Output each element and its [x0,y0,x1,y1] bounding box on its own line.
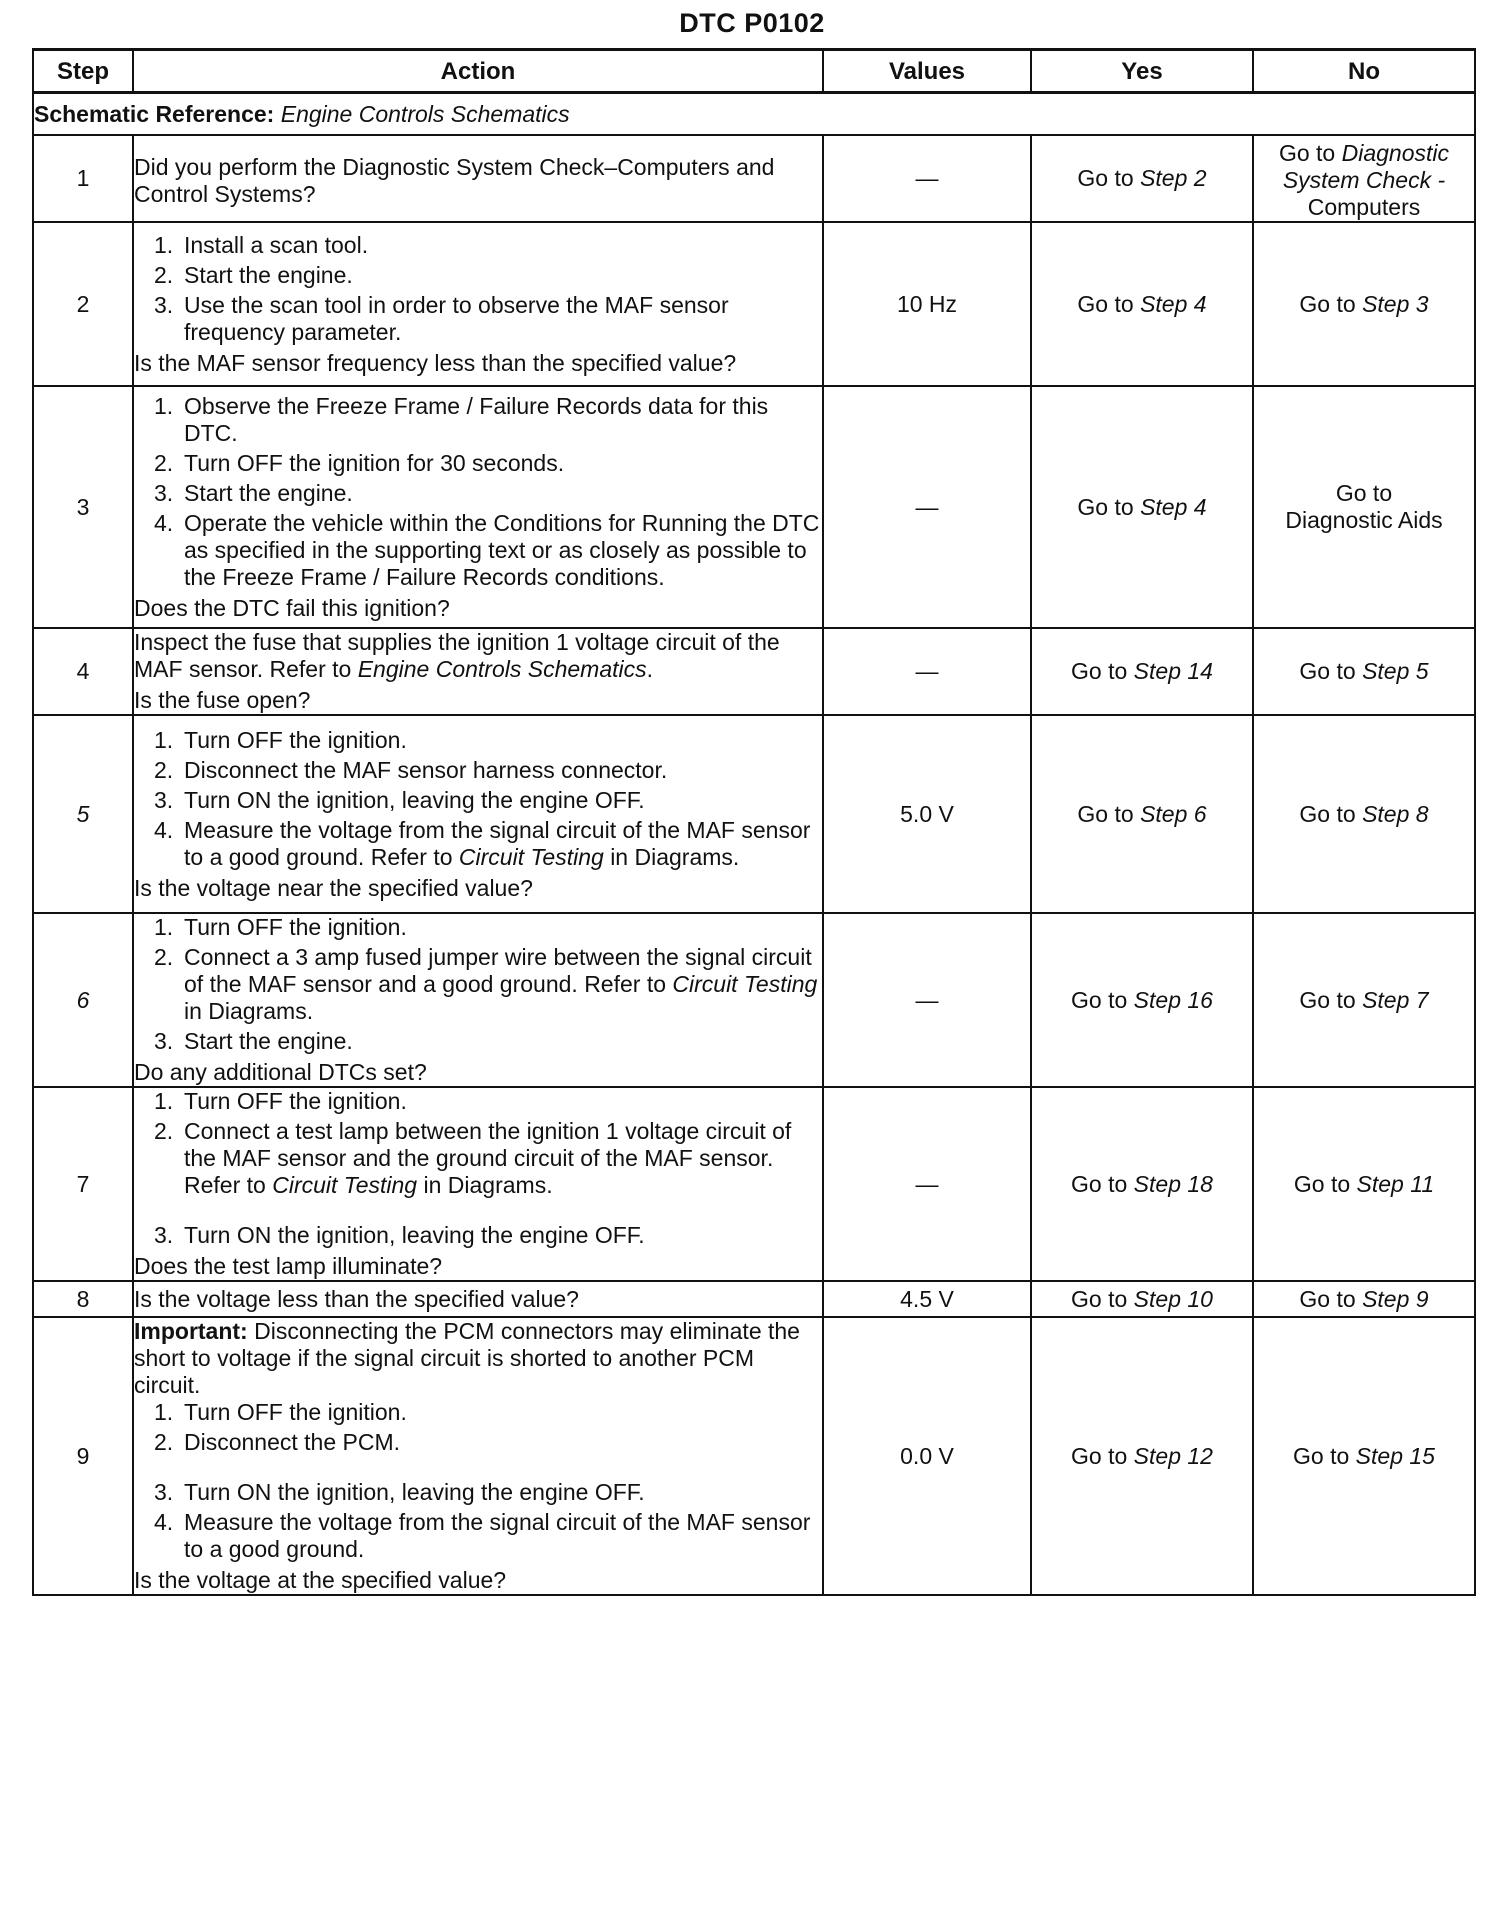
action-question: Does the DTC fail this ignition? [134,594,450,621]
action-text: Inspect the fuse that supplies the ignition 1 voltage circuit of the MAF sensor. Refer to Engine Controls Schematics. [134,629,780,682]
no-cell [1253,1317,1475,1595]
action-question: Is the fuse open? [134,687,311,713]
value-cell: — [823,913,1031,1087]
yes-cell [1031,1087,1253,1281]
no-goto-prefix: Go to [1299,800,1356,827]
action-step: 2. Turn OFF the ignition for 30 seconds. [154,449,565,476]
yes-goto-prefix: Go to [1071,1442,1128,1469]
no-goto-link[interactable]: Step 9 [1362,1285,1429,1312]
no-goto-prefix: Go to [1293,1170,1351,1197]
no-cell [1253,628,1475,715]
action-step: 3. Turn ON the ignition, leaving the engine OFF. [154,1479,645,1505]
action-step: 1. Turn OFF the ignition. [154,1399,407,1425]
header-action: Action [133,50,823,93]
action-step: 1. Turn OFF the ignition. [154,726,407,753]
action-step: 3. Start the engine. [154,479,353,506]
value-cell: 5.0 V [823,715,1031,913]
action-cell [133,386,823,628]
no-cell [1253,386,1475,628]
action-cell [133,913,823,1087]
table-row [33,628,1475,715]
yes-goto-link[interactable]: Step 12 [1133,1442,1213,1469]
yes-goto-prefix: Go to [1071,658,1128,684]
yes-cell [1031,135,1253,222]
yes-cell [1031,1317,1253,1595]
action-steps [134,914,822,1055]
schematic-reference-value: Engine Controls Schematics [280,100,570,127]
no-goto-link[interactable]: Step 8 [1362,800,1429,827]
step-number: 3 [33,386,133,628]
action-step: 2. Start the engine. [154,261,353,288]
action-steps [134,727,822,871]
table-row [33,1281,1475,1317]
no-goto-link[interactable]: Diagnostic Aids [1285,507,1443,533]
no-goto-prefix: Go to [1299,986,1356,1013]
step-number: 7 [33,1087,133,1281]
no-goto-prefix: Go to [1299,290,1356,317]
yes-cell [1031,386,1253,628]
action-cell [133,1317,823,1595]
action-cell [133,628,823,715]
yes-goto-link[interactable]: Step 14 [1133,658,1213,684]
table-row [33,386,1475,628]
action-steps-continued [134,1222,822,1249]
action-cell [133,135,823,222]
yes-goto-prefix: Go to [1077,493,1134,520]
no-goto-prefix: Go to [1299,1285,1356,1312]
no-cell [1253,913,1475,1087]
table-row [33,715,1475,913]
action-step: 2. Disconnect the PCM. [154,1429,401,1455]
yes-goto-link[interactable]: Step 10 [1133,1285,1213,1312]
no-goto-link[interactable]: Step 5 [1362,658,1429,684]
step-number: 5 [33,715,133,913]
action-steps [134,393,822,591]
schematic-reference-row [33,93,1475,136]
step-number: 1 [33,135,133,222]
yes-goto-link[interactable]: Step 6 [1140,800,1207,827]
action-question: Is the voltage near the specified value? [134,874,533,901]
yes-goto-prefix: Go to [1071,1170,1128,1197]
action-step: 2. Connect a 3 amp fused jumper wire between the signal circuit of the MAF sensor and a good ground. Refer to Circuit Testing in Diagrams. [154,944,818,1024]
action-question: Does the test lamp illuminate? [134,1253,443,1279]
yes-cell [1031,222,1253,386]
value-cell: — [823,135,1031,222]
action-step: 1. Observe the Freeze Frame / Failure Records data for this DTC. [154,392,769,446]
header-values: Values [823,50,1031,93]
yes-goto-prefix: Go to [1071,1285,1128,1312]
yes-goto-prefix: Go to [1077,165,1134,191]
header-no: No [1253,50,1475,93]
yes-goto-prefix: Go to [1077,800,1134,827]
no-goto-link[interactable]: Step 15 [1355,1442,1435,1469]
step-number: 4 [33,628,133,715]
header-step: Step [33,50,133,93]
dtc-table [32,48,1476,1596]
action-step: 4. Operate the vehicle within the Conditions for Running the DTC as specified in the supporting text or as closely as possible to the Freeze Frame / Failure Records conditions. [154,509,820,590]
schematic-reference [33,93,1475,136]
value-cell: — [823,386,1031,628]
action-step: 2. Disconnect the MAF sensor harness connector. [154,756,668,783]
yes-goto-link[interactable]: Step 4 [1140,290,1207,317]
action-step: 3. Turn ON the ignition, leaving the engine OFF. [154,1222,645,1248]
action-step: 4. Measure the voltage from the signal circuit of the MAF sensor to a good ground. Refer to Circuit Testing in Diagrams. [154,816,811,870]
yes-cell [1031,913,1253,1087]
header-yes: Yes [1031,50,1253,93]
header-row [33,50,1475,93]
value-cell: — [823,1087,1031,1281]
action-cell [133,1281,823,1317]
action-step: 3. Start the engine. [154,1028,353,1054]
yes-goto-link[interactable]: Step 4 [1140,493,1207,520]
action-step: 3. Turn ON the ignition, leaving the engine OFF. [154,786,645,813]
no-cell [1253,135,1475,222]
action-step: 4. Measure the voltage from the signal circuit of the MAF sensor to a good ground. [154,1509,811,1562]
action-steps-continued [134,1479,822,1563]
important-label: Important: [134,1318,248,1344]
yes-goto-prefix: Go to [1077,290,1134,317]
no-goto-prefix: Go to [1278,140,1336,166]
no-goto-link[interactable]: Step 11 [1356,1170,1435,1197]
table-row [33,913,1475,1087]
step-number: 2 [33,222,133,386]
action-step: 1. Turn OFF the ignition. [154,914,407,940]
step-number: 6 [33,913,133,1087]
yes-goto-link[interactable]: Step 16 [1133,986,1213,1013]
action-step: 1. Install a scan tool. [154,231,369,258]
no-cell [1253,715,1475,913]
action-cell [133,222,823,386]
action-steps [134,232,822,346]
action-step: 1. Turn OFF the ignition. [154,1088,407,1114]
no-cell [1253,222,1475,386]
yes-cell [1031,715,1253,913]
no-goto-link[interactable]: Step 7 [1362,986,1429,1013]
action-steps [134,1399,822,1456]
action-step: 3. Use the scan tool in order to observe the MAF sensor frequency parameter. [154,291,729,345]
action-question: Is the MAF sensor frequency less than the specified value? [134,349,737,376]
no-goto-prefix: Go to [1299,658,1356,684]
important-note: Important: Disconnecting the PCM connectors may eliminate the short to voltage if the signal circuit is shorted to another PCM circuit. [134,1318,800,1398]
no-goto-link[interactable]: Diagnostic System Check - [1282,140,1450,193]
action-steps [134,1088,822,1199]
step-number: 9 [33,1317,133,1595]
table-row [33,1317,1475,1595]
action-question: Is the voltage less than the specified value? [134,1285,579,1312]
no-goto-link[interactable]: Step 3 [1362,290,1429,317]
no-cell [1253,1087,1475,1281]
yes-goto-link[interactable]: Step 2 [1140,165,1207,191]
action-text: Did you perform the Diagnostic System Check–Computers and Control Systems? [134,153,775,207]
value-cell: 4.5 V [823,1281,1031,1317]
page-title: DTC P0102 [679,8,825,38]
value-cell: 10 Hz [823,222,1031,386]
no-cell [1253,1281,1475,1317]
action-cell [133,1087,823,1281]
no-goto-prefix: Go to [1293,1442,1350,1469]
action-question: Is the voltage at the specified value? [134,1567,507,1593]
action-step: 2. Connect a test lamp between the ignition 1 voltage circuit of the MAF sensor and the ground circuit of the MAF sensor. Refer to Circuit Testing in Diagrams. [154,1118,792,1198]
action-question: Do any additional DTCs set? [134,1059,427,1085]
action-cell [133,715,823,913]
table-row [33,1087,1475,1281]
value-cell: — [823,628,1031,715]
schematic-reference-label: Schematic Reference: [34,100,275,127]
yes-cell [1031,628,1253,715]
yes-goto-link[interactable]: Step 18 [1133,1170,1213,1197]
yes-goto-prefix: Go to [1071,986,1128,1013]
no-goto-extra: Computers [1307,194,1421,220]
step-number: 8 [33,1281,133,1317]
no-goto-prefix: Go to [1335,480,1393,506]
table-row [33,135,1475,222]
yes-cell [1031,1281,1253,1317]
value-cell: 0.0 V [823,1317,1031,1595]
table-row [33,222,1475,386]
